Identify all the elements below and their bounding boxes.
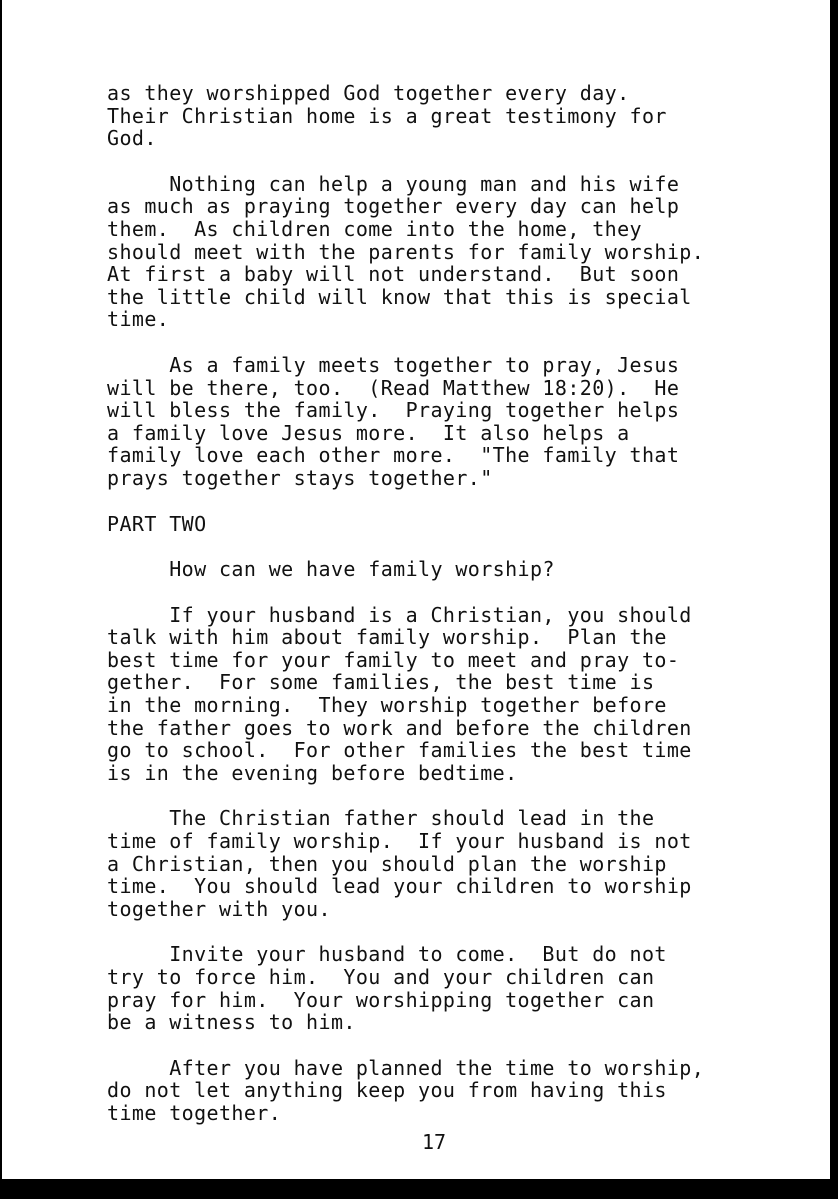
text-line: At first a baby will not understand. But soon [107,262,680,287]
text-line: be a witness to him. [107,1010,356,1035]
paragraph-gap [107,784,807,807]
text-line: talk with him about family worship. Plan the [107,625,667,650]
text-line: a Christian, then you should plan the worship [107,851,667,876]
text-line: pray for him. Your worshipping together can [107,987,655,1012]
text-line: family love each other more. "The family that [107,443,680,468]
text-line: a family love Jesus more. It also helps a [107,420,630,445]
paragraph [107,82,807,150]
paragraph-gap [107,490,807,513]
text-line: should meet with the parents for family worship. [107,239,705,264]
text-line: As a family meets together to pray, Jesus [107,352,680,377]
text-line: time. [107,307,170,332]
text-line: Nothing can help a young man and his wife [107,171,680,196]
text-line: in the morning. They worship together before [107,693,667,718]
text-line: Their Christian home is a great testimony for [107,103,667,128]
text-line: time together. [107,1100,282,1125]
text-line: prays together stays together." [107,465,493,490]
text-line: go to school. For other families the best time [107,738,692,763]
text-line: Invite your husband to come. But do not [107,942,667,967]
paragraph [107,354,807,490]
paragraph-gap [107,331,807,354]
text-line: will be there, too. (Read Matthew 18:20). He [107,375,680,400]
text-line: as much as praying together every day can help [107,194,680,219]
text-line: the father goes to work and before the children [107,715,692,740]
text-line: time. You should lead your children to worship [107,874,692,899]
paragraph-gap [107,150,807,173]
text-line: The Christian father should lead in the [107,806,655,831]
section-heading [107,513,807,536]
text-line: time of family worship. If your husband is not [107,829,692,854]
text-line: will bless the family. Praying together helps [107,398,680,423]
paragraph [107,173,807,331]
paragraph [107,604,807,785]
paragraph-gap [107,920,807,943]
text-line: is in the evening before bedtime. [107,760,518,785]
text-line: God. [107,126,157,151]
paragraph [107,807,807,920]
text-line: After you have planned the time to worship, [107,1055,705,1080]
paragraph [107,1057,807,1125]
paragraph-gap [107,535,807,558]
paragraph-gap [107,1034,807,1057]
scan-border-right [830,0,838,1199]
text-line: PART TWO [107,511,207,536]
body-text [107,82,807,1125]
text-line: How can we have family worship? [107,557,555,582]
text-line: the little child will know that this is special [107,284,692,309]
paragraph [107,943,807,1033]
page-number: 17 [422,1130,447,1154]
text-line: If your husband is a Christian, you should [107,602,692,627]
scan-border-bottom [0,1179,838,1199]
text-line: best time for your family to meet and pray to- [107,647,680,672]
text-line: try to force him. You and your children can [107,965,655,989]
scan-border-left [0,0,2,1199]
text-line: together with you. [107,896,331,921]
text-line: them. As children come into the home, they [107,216,642,241]
text-line: gether. For some families, the best time is [107,670,655,695]
paragraph-gap [107,581,807,604]
text-line: do not let anything keep you from having this [107,1078,667,1103]
paragraph [107,558,807,581]
text-line: as they worshipped God together every day. [107,81,630,105]
